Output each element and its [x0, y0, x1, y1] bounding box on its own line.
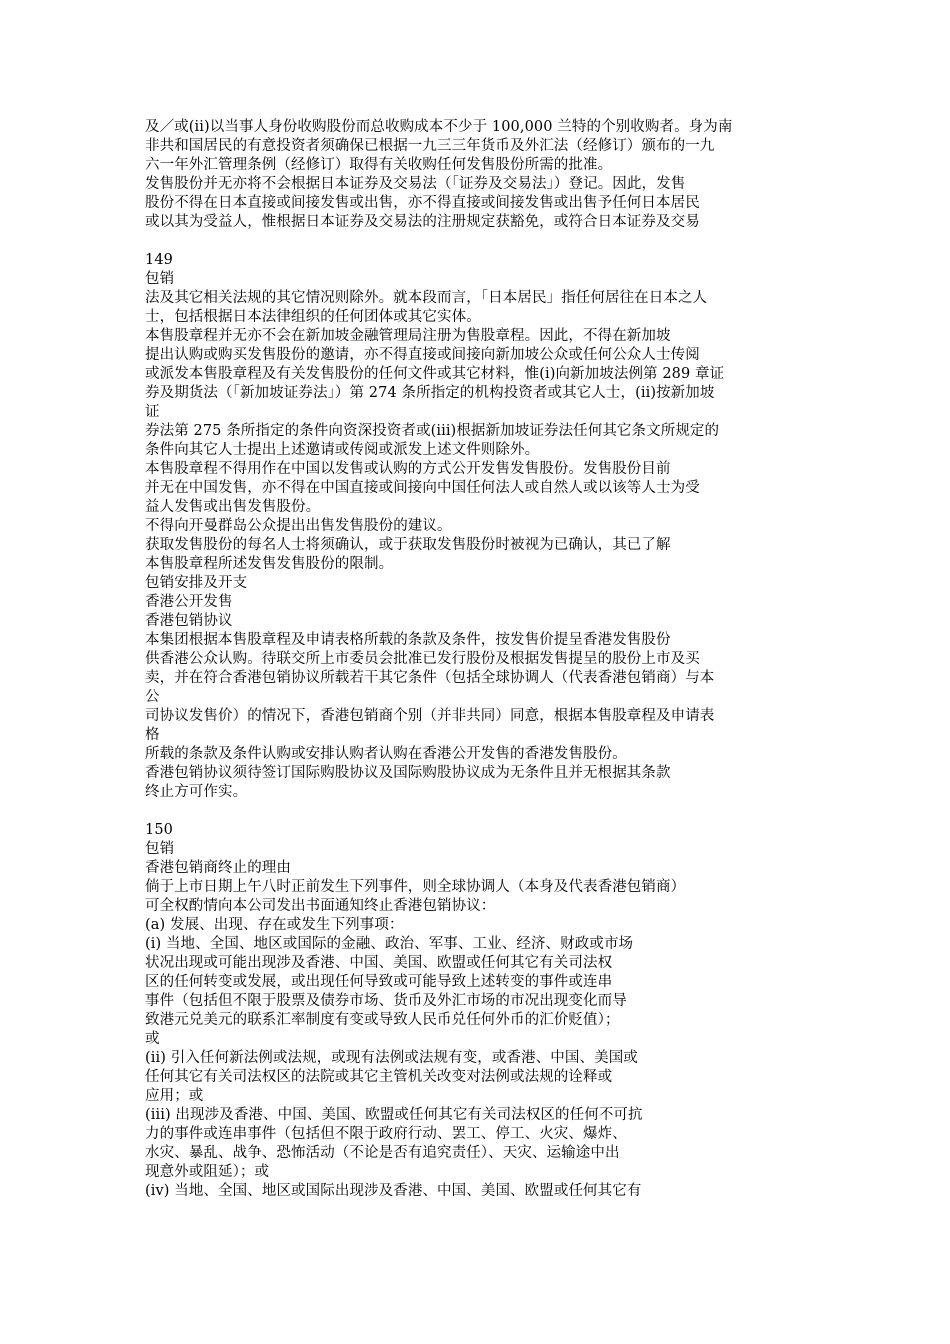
text-line: 不得向开曼群岛公众提出出售发售股份的建议。 — [145, 518, 452, 534]
text-line: 卖，并在符合香港包销协议所载若干其它条件（包括全球协调人（代表香港包销商）与本 — [145, 670, 715, 686]
text-line: 区的任何转变或发展，或出现任何导致或可能导致上述转变的事件或连串 — [145, 974, 613, 990]
list-item: (a) 发展、出现、存在或发生下列事项： — [145, 917, 404, 933]
text-line: 状况出现或可能出现涉及香港、中国、美国、欧盟或任何其它有关司法权 — [145, 955, 613, 971]
text-line: 法及其它相关法规的其它情况则除外。就本段而言，「日本居民」指任何居往在日本之人 — [145, 290, 708, 306]
spacer — [145, 232, 825, 251]
paragraph-block-1 — [145, 118, 825, 232]
text-line: 证 — [145, 404, 160, 420]
document-page — [145, 118, 825, 1201]
text-line: 公 — [145, 689, 160, 705]
spacer — [145, 802, 825, 821]
text-line: 或 — [145, 1031, 160, 1047]
list-item: (iii) 出现涉及香港、中国、美国、欧盟或任何其它有关司法权区的任何不可抗 — [145, 1107, 643, 1123]
text-line: 提出认购或购买发售股份的邀请，亦不得直接或间接向新加坡公众或任何公众人士传阅 — [145, 347, 700, 363]
text-line: 本集团根据本售股章程及申请表格所载的条款及条件，按发售价提呈香港发售股份 — [145, 632, 671, 648]
section-heading: 包销安排及开支 — [145, 575, 248, 591]
text-line: 股份不得在日本直接或间接发售或出售，亦不得直接或间接发售或出售予任何日本居民 — [145, 195, 700, 211]
text-line: 本售股章程并无亦不会在新加坡金融管理局注册为售股章程。因此，不得在新加坡 — [145, 328, 671, 344]
text-line: 或派发本售股章程及有关发售股份的任何文件或其它材料，惟(i)向新加坡法例第 289 章证 — [145, 366, 725, 382]
text-line: 水灾、暴乱、战争、恐怖活动（不论是否有追究责任）、天灾、运输途中出 — [145, 1145, 620, 1161]
text-line: 并无在中国发售，亦不得在中国直接或间接向中国任何法人或自然人或以该等人士为受 — [145, 480, 700, 496]
text-line: 力的事件或连串事件（包括但不限于政府行动、罢工、停工、火灾、爆炸、 — [145, 1126, 627, 1142]
text-line: 应用；或 — [145, 1088, 204, 1104]
text-line: 或以其为受益人，惟根据日本证券及交易法的注册规定获豁免，或符合日本证券及交易 — [145, 214, 700, 230]
subsection-heading: 香港公开发售 — [145, 594, 233, 610]
text-line: 香港包销协议须待签订国际购股协议及国际购股协议成为无条件且并无根据其条款 — [145, 765, 671, 781]
text-line: 任何其它有关司法权区的法院或其它主管机关改变对法例或法规的诠释或 — [145, 1069, 613, 1085]
text-line: 发售股份并无亦将不会根据日本证券及交易法（「证券及交易法」）登记。因此，发售 — [145, 176, 686, 192]
text-line: 获取发售股份的每名人士将须确认，或于获取发售股份时被视为已确认，其已了解 — [145, 537, 671, 553]
text-line: 券及期货法（「新加坡证券法」）第 274 条所指定的机构投资者或其它人士，(ii)按新加坡 — [145, 385, 715, 401]
text-line: 非共和国居民的有意投资者须确保已根据一九三三年货币及外汇法（经修订）颁布的一九 — [145, 138, 715, 154]
text-line: 终止方可作实。 — [145, 784, 248, 800]
section-heading: 包销 — [145, 271, 175, 287]
text-line: 致港元兑美元的联系汇率制度有变或导致人民币兑任何外币的汇价贬值）； — [145, 1012, 620, 1028]
text-line: 供香港公众认购。待联交所上市委员会批准已发行股份及根据发售提呈的股份上市及买 — [145, 651, 700, 667]
text-line: 本售股章程不得用作在中国以发售或认购的方式公开发售发售股份。发售股份目前 — [145, 461, 671, 477]
text-line: 格 — [145, 727, 160, 743]
paragraph-block-2 — [145, 251, 825, 802]
list-item: (ii) 引入任何新法例或法规，或现有法例或法规有变，或香港、中国、美国或 — [145, 1050, 638, 1066]
section-heading: 包销 — [145, 841, 175, 857]
page-number: 149 — [145, 252, 173, 268]
list-item: (iv) 当地、全国、地区或国际出现涉及香港、中国、美国、欧盟或任何其它有 — [145, 1183, 642, 1199]
text-line: 事件（包括但不限于股票及债券市场、货币及外汇市场的市况出现变化而导 — [145, 993, 627, 1009]
list-item: (i) 当地、全国、地区或国际的金融、政治、军事、工业、经济、财政或市场 — [145, 936, 634, 952]
text-line: 所载的条款及条件认购或安排认购者认购在香港公开发售的香港发售股份。 — [145, 746, 627, 762]
subsection-heading: 香港包销协议 — [145, 613, 233, 629]
paragraph-block-3 — [145, 821, 825, 1201]
subsection-heading: 香港包销商终止的理由 — [145, 860, 291, 876]
text-line: 券法第 275 条所指定的条件向资深投资者或(iii)根据新加坡证券法任何其它条文所规定的 — [145, 423, 720, 439]
text-line: 六一年外汇管理条例（经修订）取得有关收购任何发售股份所需的批准。 — [145, 157, 613, 173]
text-line: 司协议发售价）的情况下，香港包销商个别（并非共同）同意，根据本售股章程及申请表 — [145, 708, 715, 724]
text-line: 士，包括根据日本法律组织的任何团体或其它实体。 — [145, 309, 481, 325]
page-number: 150 — [145, 822, 173, 838]
text-line: 本售股章程所述发售发售股份的限制。 — [145, 556, 394, 572]
text-line: 及／或(ii)以当事人身份收购股份而总收购成本不少于 100,000 兰特的个别收购者。身为南 — [145, 119, 733, 135]
text-line: 益人发售或出售发售股份。 — [145, 499, 321, 515]
text-line: 倘于上市日期上午八时正前发生下列事件，则全球协调人（本身及代表香港包销商） — [145, 879, 686, 895]
text-line: 可全权酌情向本公司发出书面通知终止香港包销协议： — [145, 898, 496, 914]
text-line: 条件向其它人士提出上述邀请或传阅或派发上述文件则除外。 — [145, 442, 540, 458]
text-line: 现意外或阻延）；或 — [145, 1164, 270, 1180]
